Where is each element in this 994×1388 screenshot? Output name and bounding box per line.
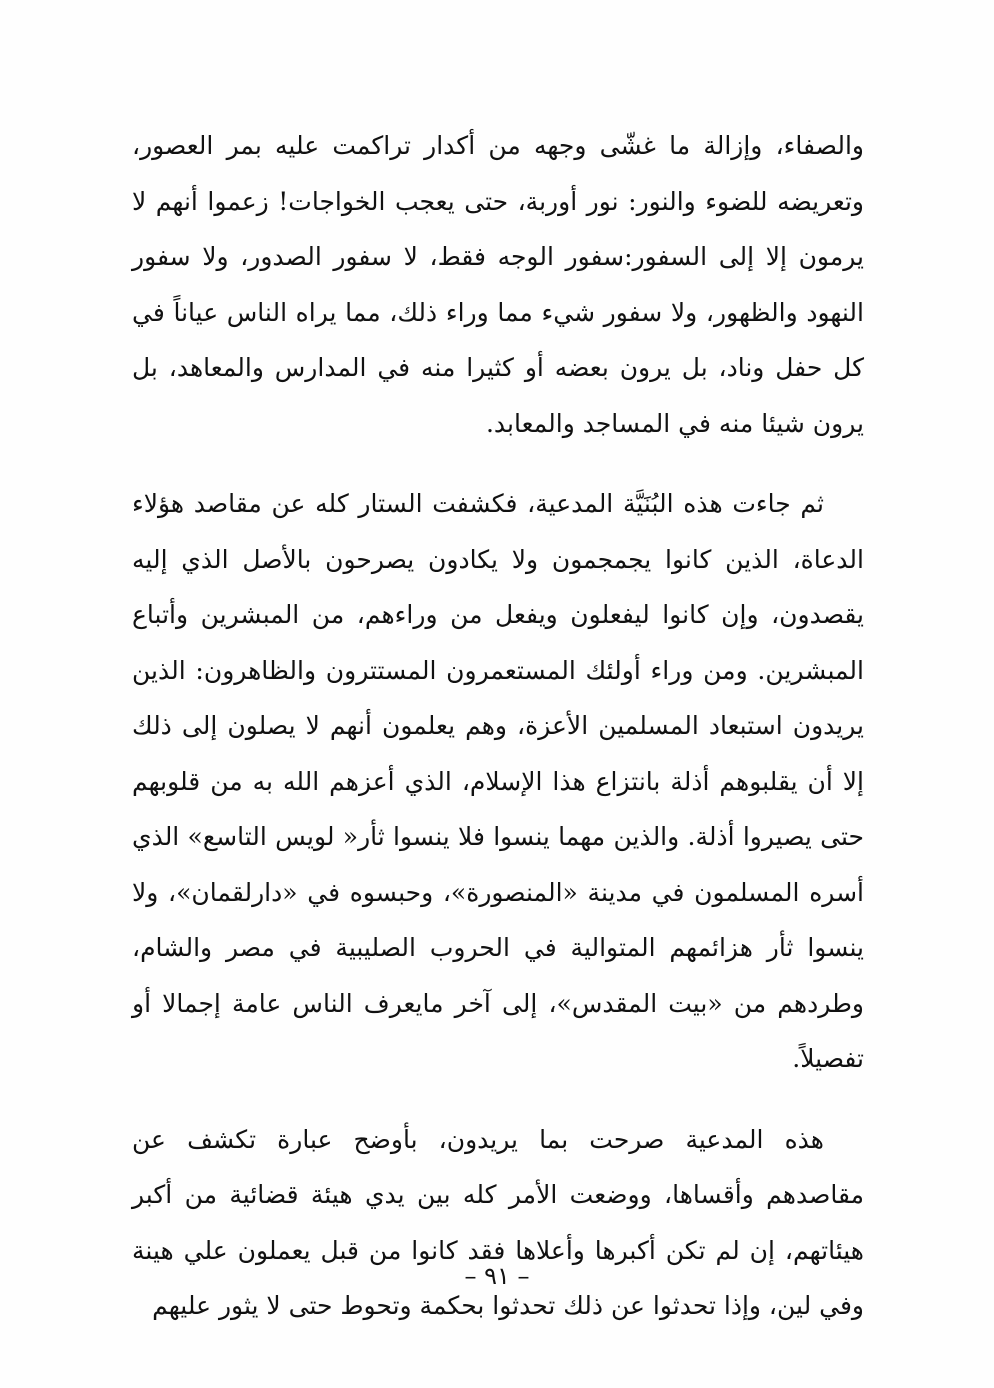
body-text [132,118,864,1334]
paragraph-3: هذه المدعية صرحت بما يريدون، بأوضح عبارة تكشف عن مقاصدهم وأقساها، ووضعت الأمر كله بين يدي هيئة قضائية من أكبر هيئاتهم، إن لم تكن أكبرها وأعلاها فقد كانوا من قبل يعملون علي هينة وفي لين، وإذا تحدثوا عن ذلك تحدثوا بحكمة وتحوط حتى لا يثور عليهم [132,1124,864,1320]
paragraph-2: ثم جاءت هذه البُنَيَّة المدعية، فكشفت الستار كله عن مقاصد هؤلاء الدعاة، الذين كانوا يجمجمون ولا يكادون يصرحون بالأصل الذي إليه يقصدون، وإن كانوا ليفعلون ويفعل من وراءهم، من المبشرين وأتباع المبشرين. ومن وراء أولئك المستعمرون المستترون والظاهرون: الذين يريدون استبعاد المسلمين الأعزة، وهم يعلمون أنهم لا يصلون إلى ذلك إلا أن يقلبوهم أذلة بانتزاع هذا الإسلام، الذي أعزهم الله به من قلوبهم حتى يصيروا أذلة. والذين مهما ينسوا فلا ينسوا ثأر« لويس التاسع» الذي أسره المسلمون في مدينة «المنصورة»، وحبسوه في «دارلقمان»، ولا ينسوا ثأر هزائمهم المتوالية في الحروب الصليبية في مصر والشام، وطردهم من «بيت المقدس»، إلى آخر مايعرف الناس عامة إجمالا أو تفصيلاً. [132,489,864,1073]
page-number: – ٩١ – [464,1262,530,1290]
paragraph-1: والصفاء، وإزالة ما غشّى وجهه من أكدار تراكمت عليه بمر العصور، وتعريضه للضوء والنور: نور أوربة، حتى يعجب الخواجات! زعموا أنهم لا يرمون إلا إلى السفور:سفور الوجه فقط، لا سفور الصدور، ولا سفور النهود والظهور، ولا سفور شيء مما وراء ذلك، مما يراه الناس عياناً في كل حفل وناد، بل يرون بعضه أو كثيرا منه في المدارس والمعاهد، بل يرون شيئا منه في المساجد والمعابد. [132,131,864,438]
